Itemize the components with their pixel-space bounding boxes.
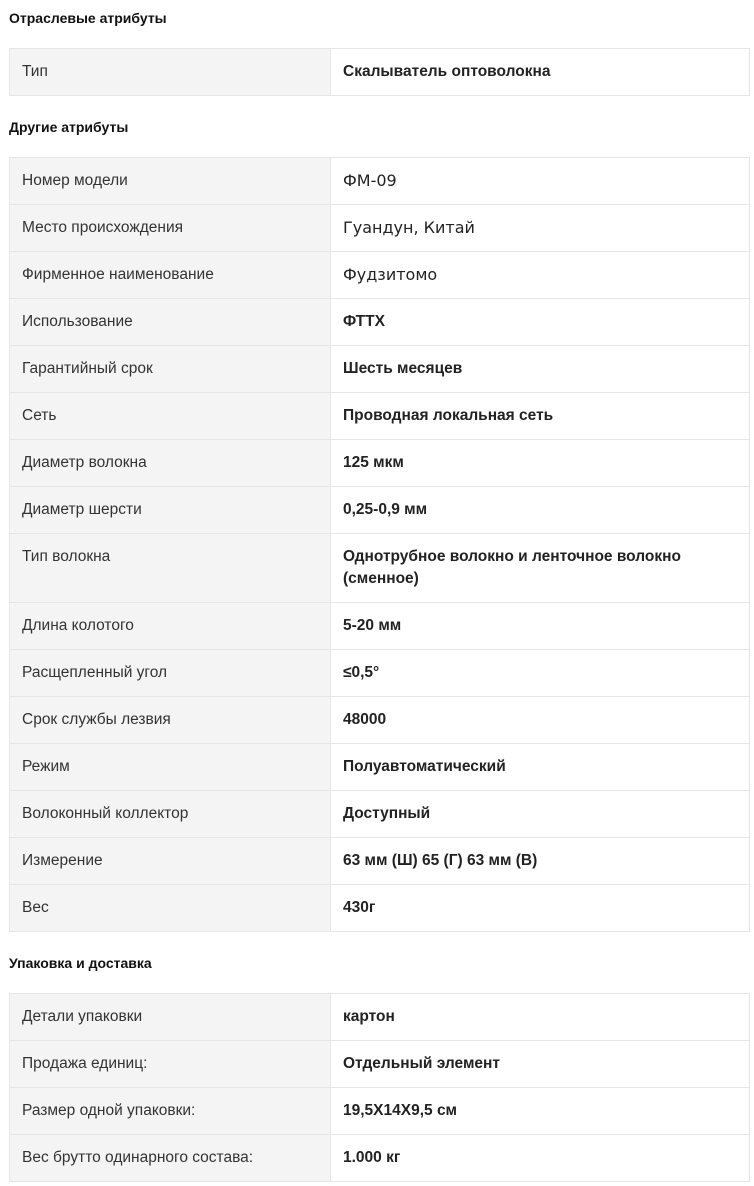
table-row xyxy=(10,1088,750,1135)
attribute-key: Длина колотого xyxy=(10,603,331,650)
attribute-value: Гуандун, Китай xyxy=(331,205,750,252)
industry-attributes-table xyxy=(9,48,750,96)
attribute-key: Расщепленный угол xyxy=(10,650,331,697)
table-row xyxy=(10,1135,750,1182)
attribute-value: Проводная локальная сеть xyxy=(331,393,750,440)
table-row xyxy=(10,158,750,205)
section-title-other: Другие атрибуты xyxy=(9,119,129,135)
packaging-attributes-table xyxy=(9,993,750,1182)
section-title-industry: Отраслевые атрибуты xyxy=(9,10,167,26)
attribute-key: Волоконный коллектор xyxy=(10,791,331,838)
attribute-key: Использование xyxy=(10,299,331,346)
attribute-value: 125 мкм xyxy=(331,440,750,487)
attribute-value: 19,5X14X9,5 см xyxy=(331,1088,750,1135)
attribute-value: ≤0,5° xyxy=(331,650,750,697)
attribute-key: Тип xyxy=(10,49,331,96)
attribute-value: Полуавтоматический xyxy=(331,744,750,791)
table-row xyxy=(10,252,750,299)
table-row xyxy=(10,791,750,838)
table-row xyxy=(10,994,750,1041)
attribute-key: Диаметр волокна xyxy=(10,440,331,487)
table-row xyxy=(10,650,750,697)
attribute-value: Отдельный элемент xyxy=(331,1041,750,1088)
attribute-key: Режим xyxy=(10,744,331,791)
attribute-key: Место происхождения xyxy=(10,205,331,252)
attribute-value: Фудзитомо xyxy=(331,252,750,299)
attribute-key: Срок службы лезвия xyxy=(10,697,331,744)
attribute-value: 63 мм (Ш) 65 (Г) 63 мм (В) xyxy=(331,838,750,885)
attribute-value: Скалыватель оптоволокна xyxy=(331,49,750,96)
table-row xyxy=(10,49,750,96)
table-row xyxy=(10,744,750,791)
attribute-key: Фирменное наименование xyxy=(10,252,331,299)
attribute-key: Диаметр шерсти xyxy=(10,487,331,534)
table-row xyxy=(10,299,750,346)
attribute-key: Продажа единиц: xyxy=(10,1041,331,1088)
attribute-key: Измерение xyxy=(10,838,331,885)
attribute-key: Вес xyxy=(10,885,331,932)
attribute-value: Однотрубное волокно и ленточное волокно (сменное) xyxy=(331,534,750,603)
attribute-key: Тип волокна xyxy=(10,534,331,603)
table-row xyxy=(10,534,750,603)
attribute-key: Детали упаковки xyxy=(10,994,331,1041)
attribute-value: 5-20 мм xyxy=(331,603,750,650)
attribute-value: 1.000 кг xyxy=(331,1135,750,1182)
table-row xyxy=(10,838,750,885)
other-attributes-table xyxy=(9,157,750,932)
attribute-key: Гарантийный срок xyxy=(10,346,331,393)
attribute-key: Номер модели xyxy=(10,158,331,205)
table-row xyxy=(10,697,750,744)
table-row xyxy=(10,346,750,393)
attribute-value: 48000 xyxy=(331,697,750,744)
attribute-value: Доступный xyxy=(331,791,750,838)
attribute-value: 430г xyxy=(331,885,750,932)
table-row xyxy=(10,487,750,534)
attribute-value: картон xyxy=(331,994,750,1041)
section-title-packaging: Упаковка и доставка xyxy=(9,955,152,971)
table-row xyxy=(10,1041,750,1088)
attribute-value: ФМ-09 xyxy=(331,158,750,205)
table-row xyxy=(10,603,750,650)
table-row xyxy=(10,885,750,932)
table-row xyxy=(10,205,750,252)
attribute-key: Размер одной упаковки: xyxy=(10,1088,331,1135)
table-row xyxy=(10,440,750,487)
attribute-key: Сеть xyxy=(10,393,331,440)
attribute-value: ФТТХ xyxy=(331,299,750,346)
table-row xyxy=(10,393,750,440)
attribute-value: Шесть месяцев xyxy=(331,346,750,393)
attribute-key: Вес брутто одинарного состава: xyxy=(10,1135,331,1182)
attribute-value: 0,25-0,9 мм xyxy=(331,487,750,534)
